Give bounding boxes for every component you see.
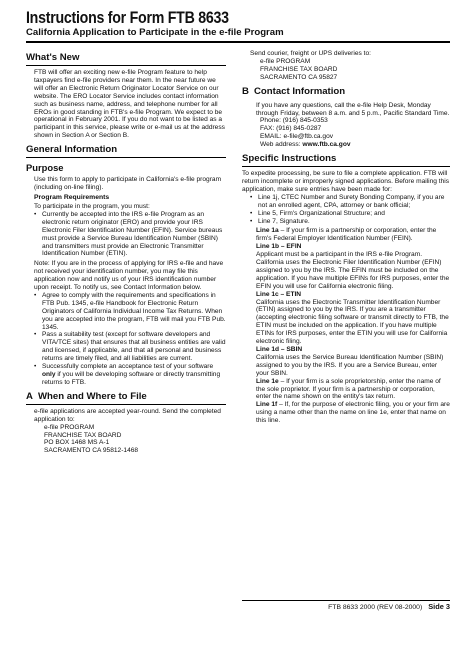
requirement-item: • Pass a suitability test (except for software developers and VITA/TCE sites) that ensures that all business entities are valid and licensed, if applicable, and that all personal and business returns are timely filed, and all liabilities are current. — [34, 331, 226, 363]
line-1b-heading: Line 1b – EFIN — [256, 243, 302, 251]
address-line: PO BOX 1468 MS A-1 — [44, 439, 110, 447]
section-b-body: If you have any questions, call the e-file Help Desk, Monday through Friday, between 8 a.m. and 5 p.m., Pacific Standard Time. — [256, 101, 450, 117]
section-marker: B — [242, 85, 249, 97]
document-page — [26, 0, 450, 669]
required-entry: • Line 1j, CTEC Number and Surety Bonding Company, if you are not an enrolled agent, CPA, attorney or bank official; — [250, 194, 450, 210]
general-information-heading: General Information — [26, 144, 226, 158]
requirement-text: if you will be developing software or directly transmitting returns to FTB. — [42, 371, 221, 386]
phone-number: Phone: (916) 845-0353 — [260, 117, 328, 125]
web-link[interactable]: www.ftb.ca.gov — [302, 141, 351, 149]
required-entry: • Line 5, Firm's Organizational Structure; and — [250, 210, 450, 218]
title-rule — [26, 41, 450, 43]
line-text: – If, for the purpose of electronic filing, you or your firm are using a name other than the name on line 1e, enter that name on this line. — [256, 401, 450, 425]
web-address — [260, 141, 450, 149]
line-1a-instruction — [242, 227, 450, 243]
section-title: Contact Information — [254, 85, 346, 97]
address-line: e-file PROGRAM — [260, 57, 311, 65]
form-identifier: FTB 8633 2000 (REV 08-2000) — [328, 604, 423, 611]
requirements-list-continued — [26, 292, 226, 387]
line-1b-instruction: Applicant must be a participant in the IRS e-file Program. California uses the Electronic Filer Identification Number (EFIN) assigned to you by the IRS. The EFIN must be included on the application. If you have multiple EFINs for IRS purposes, enter the EFIN you will use for California electronic filing. — [256, 251, 450, 290]
line-label: Line 1a — [256, 227, 279, 235]
page-title: Instructions for Form FTB 8633 — [26, 9, 229, 27]
program-requirements-heading: Program Requirements — [34, 193, 110, 201]
mailing-address — [26, 424, 226, 456]
requirements-intro: To participate in the program, you must: — [34, 202, 150, 210]
line-1c-heading: Line 1c – ETIN — [256, 290, 302, 298]
line-1d-instruction: California uses the Service Bureau Identification Number (SBIN) assigned to you by the IRS. If you are a Service Bureau, enter your SBIN. — [256, 353, 444, 377]
email-address: EMAIL: e-file@ftb.ca.gov — [260, 133, 334, 141]
web-label: Web address: — [260, 141, 303, 149]
purpose-body: Use this form to apply to participate in California's e-file program (including on-line filing). — [34, 176, 222, 192]
line-label: Line 1f — [256, 401, 278, 409]
section-title: When and Where to File — [38, 390, 147, 402]
courier-address — [242, 58, 450, 82]
section-a-body: e-file applications are accepted year-round. Send the completed application to: — [34, 407, 221, 423]
requirement-item: • Currently be accepted into the IRS e-file Program as an electronic return originator (ERO) and provide your IRS Electronic Filer Identification Number (EFIN). Service bureaus must provide a Service Bureau Identification Number (SBIN) and transmitters must provide an Electronic Transmitter Identification Number (ETIN). — [34, 211, 226, 258]
requirements-list — [26, 211, 226, 258]
line-1e-instruction — [242, 378, 450, 402]
address-line: SACRAMENTO CA 95812-1468 — [44, 447, 139, 455]
required-entries-list — [242, 194, 450, 226]
page-footer — [242, 600, 450, 612]
specific-instructions-heading: Specific Instructions — [242, 153, 450, 167]
right-column — [242, 50, 450, 425]
requirement-item: • Agree to comply with the requirements and specifications in FTB Pub. 1345, e-file Handbook for Electronic Return Originators of California Individual Income Tax Returns. When you are accepted into the program, FTB will mail you FTB Pub. 1345. — [34, 292, 226, 332]
contact-details — [242, 117, 450, 149]
address-line: e-file PROGRAM — [44, 423, 95, 431]
courier-intro: Send courier, freight or UPS deliveries to: — [250, 50, 371, 57]
line-text: – If your firm is a sole proprietorship, enter the name of the sole proprietor. If your firm is a partnership or corporation, enter the name shown on the entity's tax return. — [256, 377, 441, 401]
line-1d-heading: Line 1d – SBIN — [256, 346, 303, 353]
line-1f-instruction — [242, 401, 450, 425]
requirement-text: Successfully complete an acceptance test of your software — [42, 363, 214, 371]
specific-intro: To expedite processing, be sure to file a complete application. FTB will return incomplete or improperly signed applications. Before mailing this application, make sure entries have been made for: — [242, 170, 450, 193]
whats-new-heading: What's New — [26, 52, 226, 66]
line-label: Line 1e — [256, 377, 279, 385]
required-entry: • Line 7, Signature. — [250, 218, 450, 226]
section-b-heading — [242, 86, 450, 99]
address-line: FRANCHISE TAX BOARD — [44, 431, 122, 439]
address-line: SACRAMENTO CA 95827 — [260, 73, 338, 81]
requirements-note: Note: If you are in the process of applying for IRS e-file and have not received your identification number, you may file this application now and notify us of your IRS identification number upon receipt. To notify us, see Contact Information below. — [34, 260, 224, 292]
requirement-item — [34, 363, 226, 387]
page-subtitle: California Application to Participate in the e-file Program — [26, 27, 284, 38]
requirement-emphasis: only — [42, 371, 56, 378]
left-column — [26, 52, 226, 455]
line-text: – If your firm is a partnership or corporation, enter the firm's Federal Employer Identification Number (FEIN). — [256, 227, 437, 243]
page-side: Side 3 — [428, 602, 450, 611]
fax-number: FAX: (916) 845-0287 — [260, 125, 322, 133]
section-marker: A — [26, 390, 33, 402]
purpose-heading: Purpose — [26, 162, 64, 174]
line-1c-instruction: California uses the Electronic Transmitter Identification Number (ETIN) assigned to you by the IRS. If you are a transmitter (accepting electronic filing software or transmit directly to FTB, the ETIN must be included on the application. If you have multiple ETINs for IRS purposes, enter the ETIN you will use for California electronic filing. — [256, 298, 449, 346]
whats-new-body: FTB will offer an exciting new e-file Program feature to help taxpayers find e-file providers near them. In the near future we will offer an Electronic Return Originator Locator Service on our website. The ERO Locator Service includes contact information such as business name, address, and telephone number for all EROs in good standing in FTB's e-file Program. We expect to be operational in February 2001. If you do not want to be listed as a participant in this service, please write or e-mail us at the address shown in Section A or Section B. — [34, 69, 225, 140]
section-a-heading — [26, 391, 226, 405]
address-line: FRANCHISE TAX BOARD — [260, 65, 338, 73]
